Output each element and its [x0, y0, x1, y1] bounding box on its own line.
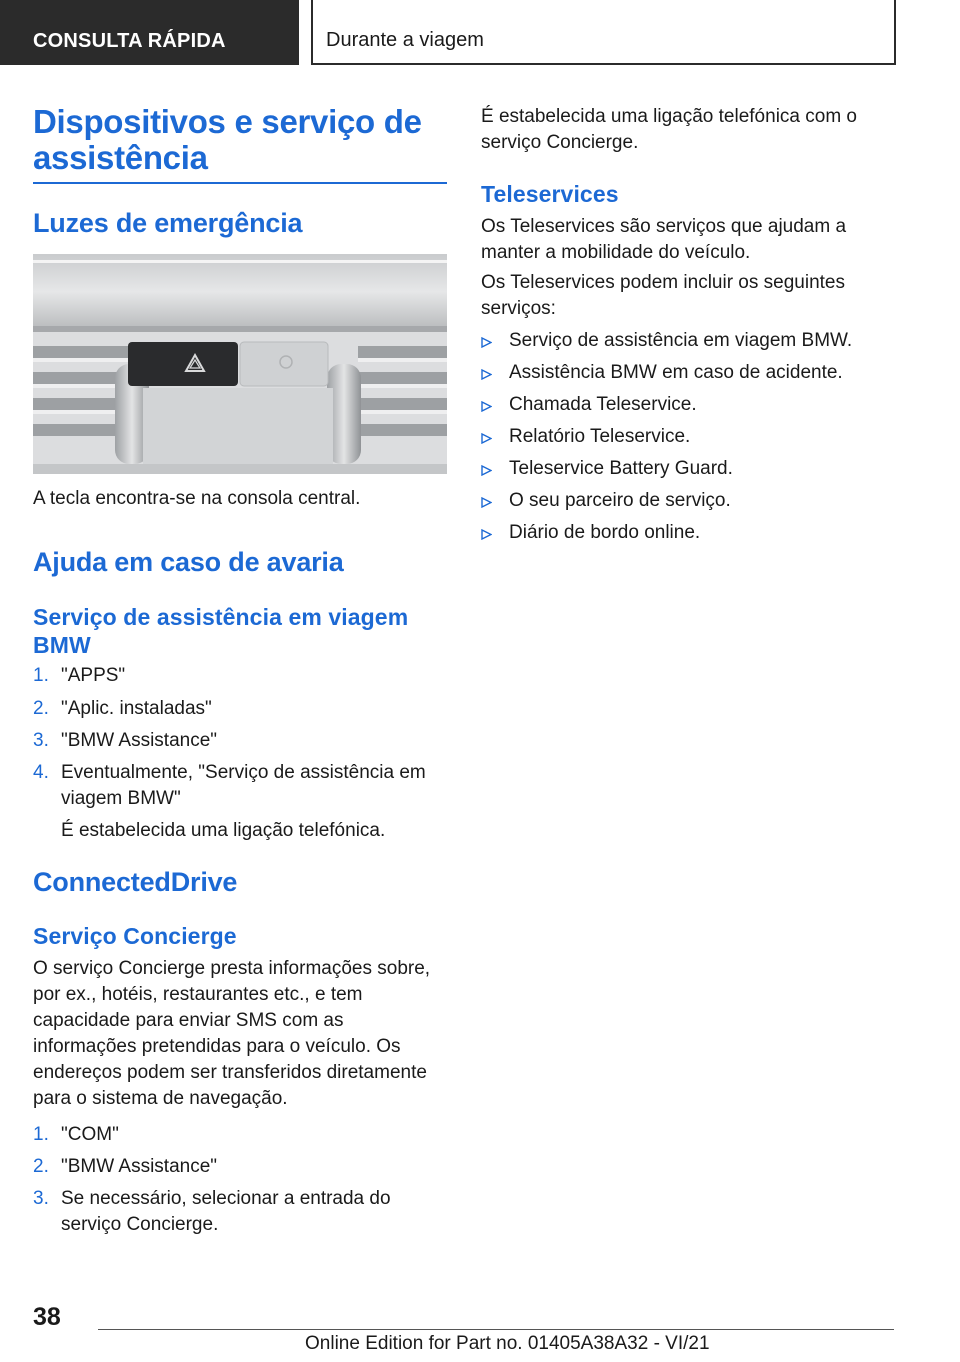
list-text: Diário de bordo online.	[509, 522, 701, 543]
concierge-subheading: Serviço Concierge	[33, 923, 237, 949]
teleservices-p1: Os Teleservices são serviços que ajudam a manter a mobilidade do veículo.	[481, 216, 847, 263]
list-text: Se necessário, selecionar a entrada do serviço Concierge.	[61, 1188, 391, 1235]
list-text: Eventualmente, "Serviço de assistência em viagem BMW"	[61, 762, 426, 809]
page-title: Dispositivos e serviço de assistência	[33, 103, 422, 176]
list-number: 3.	[33, 1188, 49, 1209]
breakdown-subheading: Serviço de assistência em viagem BMW	[33, 604, 409, 658]
teleservices-heading: Teleservices	[481, 181, 619, 207]
list-number: 1.	[33, 665, 49, 686]
list-number: 2.	[33, 698, 49, 719]
concierge-body: O serviço Concierge presta informações sobre, por ex., hotéis, restaurantes etc., e tem capacidade para enviar SMS com as informações pretendidas para o veículo. Os endereços podem ser transferidos diretamente para o sistema de navegação.	[33, 958, 431, 1109]
bullet-triangle-icon	[481, 337, 492, 348]
bullet-triangle-icon	[481, 433, 492, 444]
page-number: 38	[33, 1303, 61, 1331]
list-text: "Aplic. instaladas"	[61, 698, 212, 719]
list-text: "COM"	[61, 1124, 119, 1145]
header-chapter-tab	[311, 0, 896, 65]
list-text: O seu parceiro de serviço.	[509, 490, 731, 511]
step-note: É estabelecida uma ligação telefónica.	[61, 820, 386, 841]
footer-divider	[98, 1329, 894, 1330]
bullet-triangle-icon	[481, 529, 492, 540]
breakdown-heading: Ajuda em caso de avaria	[33, 547, 344, 577]
hazard-heading: Luzes de emergência	[33, 208, 303, 238]
list-text: Relatório Teleservice.	[509, 426, 691, 447]
hazard-caption: A tecla encontra-se na consola central.	[33, 488, 361, 509]
bullet-triangle-icon	[481, 401, 492, 412]
title-divider	[33, 182, 447, 184]
list-text: "BMW Assistance"	[61, 730, 218, 751]
connected-heading: ConnectedDrive	[33, 867, 238, 897]
footer-edition: Online Edition for Part no. 01405A38A32 - VI/21	[305, 1333, 710, 1354]
list-text: Chamada Teleservice.	[509, 394, 697, 415]
list-text: Serviço de assistência em viagem BMW.	[509, 330, 853, 351]
list-text: "APPS"	[61, 665, 126, 686]
list-number: 2.	[33, 1156, 49, 1177]
bullet-triangle-icon	[481, 369, 492, 380]
concierge-call-note: É estabelecida uma ligação telefónica com o serviço Concierge.	[481, 106, 858, 153]
header-section-tab	[0, 0, 299, 65]
list-text: Teleservice Battery Guard.	[509, 458, 733, 479]
header-section-label: CONSULTA RÁPIDA	[33, 30, 226, 52]
bullet-triangle-icon	[481, 497, 492, 508]
list-number: 4.	[33, 762, 49, 783]
header-chapter-label: Durante a viagem	[326, 29, 484, 51]
list-text: "BMW Assistance"	[61, 1156, 218, 1177]
list-text: Assistência BMW em caso de acidente.	[509, 362, 843, 383]
bullet-triangle-icon	[481, 465, 492, 476]
teleservices-p2: Os Teleservices podem incluir os seguintes serviços:	[481, 272, 845, 319]
list-number: 3.	[33, 730, 49, 751]
hazard-switch-photo	[33, 254, 447, 474]
list-number: 1.	[33, 1124, 49, 1145]
